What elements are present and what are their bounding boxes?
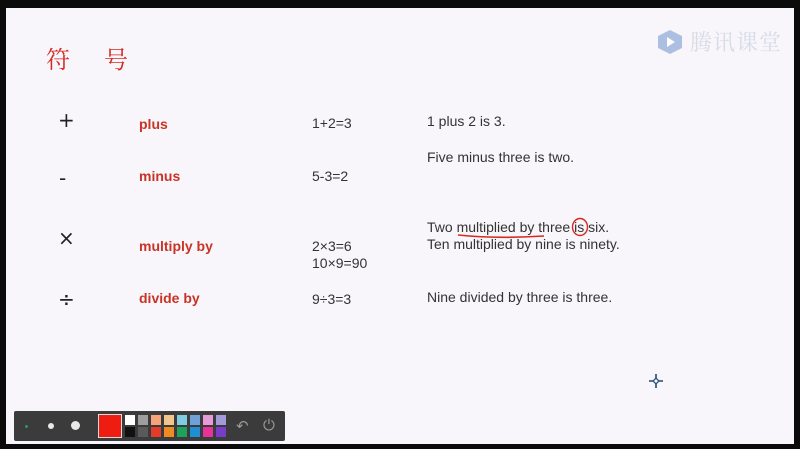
word-multiply-by: multiply by bbox=[139, 238, 213, 254]
word-plus: plus bbox=[139, 116, 168, 132]
color-swatch[interactable] bbox=[203, 415, 213, 425]
plus-symbol: + bbox=[58, 108, 75, 132]
color-swatch[interactable] bbox=[151, 427, 161, 437]
equation-multiply-2: 10×9=90 bbox=[312, 255, 368, 271]
page-title bbox=[46, 40, 128, 75]
title-char-1: 符 bbox=[46, 46, 70, 74]
equation-minus: 5-3=2 bbox=[312, 168, 349, 184]
pen-size-medium-icon[interactable] bbox=[48, 423, 54, 429]
color-swatch[interactable] bbox=[177, 415, 187, 425]
color-swatch[interactable] bbox=[190, 415, 200, 425]
color-swatch[interactable] bbox=[138, 427, 148, 437]
undo-icon[interactable]: ↶ bbox=[236, 418, 249, 435]
color-swatch[interactable] bbox=[125, 415, 135, 425]
equation-plus: 1+2=3 bbox=[312, 115, 352, 131]
logo-text: 腾讯课堂 bbox=[690, 31, 783, 56]
title-char-2: 号 bbox=[104, 46, 128, 74]
word-divide-by: divide by bbox=[139, 290, 200, 306]
color-swatch[interactable] bbox=[177, 427, 187, 437]
red-circle-annotation bbox=[571, 217, 589, 237]
word-minus: minus bbox=[139, 168, 181, 184]
color-swatch[interactable] bbox=[125, 427, 135, 437]
color-swatch[interactable] bbox=[164, 427, 174, 437]
play-cube-icon bbox=[656, 28, 684, 56]
color-swatch[interactable] bbox=[190, 427, 200, 437]
circled-word: is bbox=[574, 219, 584, 235]
power-icon[interactable]: ⏻ bbox=[263, 417, 275, 434]
color-swatch[interactable] bbox=[203, 427, 213, 437]
current-color-swatch[interactable] bbox=[98, 414, 122, 438]
minus-symbol: - bbox=[59, 166, 67, 190]
color-swatch[interactable] bbox=[138, 415, 148, 425]
pen-size-large-icon[interactable] bbox=[71, 421, 80, 430]
slide-canvas[interactable] bbox=[6, 8, 794, 444]
sentence-divide: Nine divided by three is three. bbox=[427, 289, 613, 305]
pen-size-small-icon[interactable] bbox=[25, 425, 28, 428]
color-swatch[interactable] bbox=[216, 427, 226, 437]
color-swatch[interactable] bbox=[164, 415, 174, 425]
underlined-phrase: multiplied by bbox=[457, 219, 535, 235]
tencent-classroom-logo bbox=[656, 26, 782, 57]
times-symbol: × bbox=[58, 226, 75, 250]
divide-symbol: ÷ bbox=[58, 287, 75, 311]
crosshair-cursor-icon bbox=[649, 374, 663, 388]
equation-divide: 9÷3=3 bbox=[312, 291, 352, 307]
sentence-multiply-2: Ten multiplied by nine is ninety. bbox=[427, 236, 620, 252]
sentence-minus: Five minus three is two. bbox=[427, 149, 575, 165]
color-swatch[interactable] bbox=[216, 415, 226, 425]
equation-multiply-1: 2×3=6 bbox=[312, 238, 352, 254]
drawing-toolbar bbox=[14, 411, 285, 441]
sentence-plus: 1 plus 2 is 3. bbox=[427, 113, 506, 129]
color-swatch[interactable] bbox=[151, 415, 161, 425]
sentence-multiply-1: Two multiplied by three is six. bbox=[427, 218, 609, 236]
